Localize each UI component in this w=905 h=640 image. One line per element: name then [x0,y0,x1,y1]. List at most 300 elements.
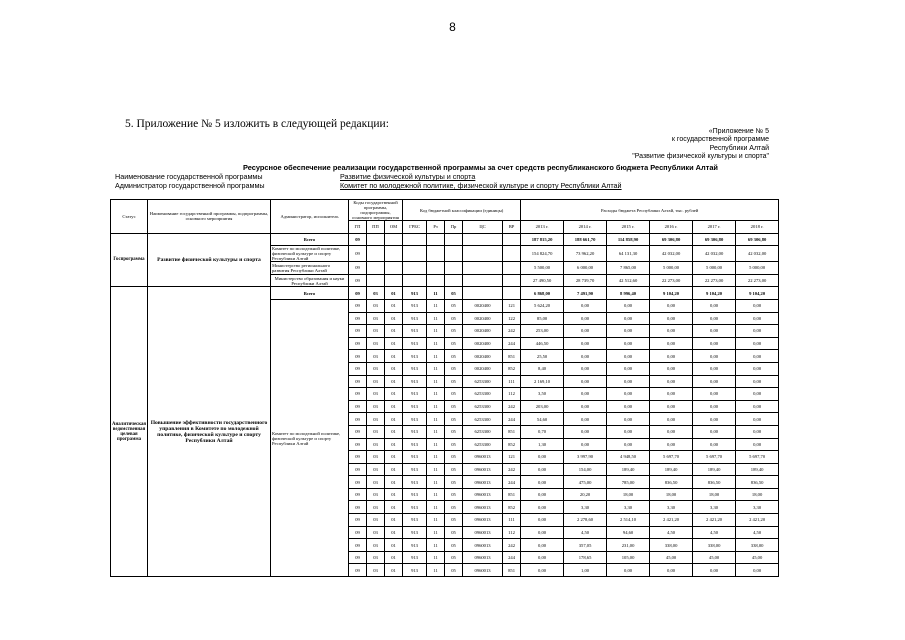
code-cell: 913 [403,425,427,438]
code-cell [367,246,385,262]
value-cell: 0,00 [693,337,736,350]
code-cell: 913 [403,287,427,300]
value-cell: 0,00 [607,299,650,312]
value-cell: 5 500,00 [521,262,564,275]
program-name-cell: Повышение эффективности государственного управления в Комитете по молодежной политике, физической культуре и спорту Республики Алтай [148,287,271,577]
value-cell: 0,00 [693,312,736,325]
value-cell: 0,00 [736,350,779,363]
code-cell: 242 [503,325,521,338]
code-cell [463,287,503,300]
code-cell: 09 [349,350,367,363]
header-sub: ВР [503,221,521,234]
value-cell: 0,00 [650,312,693,325]
code-cell: 851 [503,425,521,438]
code-cell: 913 [403,337,427,350]
code-cell: 0020400 [463,337,503,350]
code-cell: 09 [349,337,367,350]
code-cell: 11 [427,476,445,489]
value-cell: 22 273,00 [693,274,736,287]
value-cell: 0,00 [564,438,607,451]
value-cell: 42 032,00 [693,246,736,262]
table-row [111,233,779,246]
value-cell: 0,00 [607,375,650,388]
code-cell: 03 [367,564,385,577]
code-cell: 03 [367,551,385,564]
code-cell [385,262,403,275]
code-cell: 05 [445,337,463,350]
code-cell: 0020400 [463,362,503,375]
header-budget-group: Код бюджетной классификации (единицы) [403,200,521,221]
value-cell: 9 104,20 [693,287,736,300]
value-cell: 0,00 [693,299,736,312]
code-cell: 03 [367,514,385,527]
code-cell: 09 [349,539,367,552]
value-cell: 54,60 [521,413,564,426]
value-cell: 154,00 [564,463,607,476]
code-cell: 913 [403,375,427,388]
code-cell: 11 [427,425,445,438]
code-cell: 11 [427,413,445,426]
value-cell: 0,00 [607,362,650,375]
code-cell: 01 [385,476,403,489]
code-cell [445,262,463,275]
code-cell: 03 [367,375,385,388]
code-cell: 913 [403,388,427,401]
code-cell: 01 [385,312,403,325]
code-cell: 0020400 [463,325,503,338]
value-cell: 3,50 [521,388,564,401]
value-cell: 94,60 [607,526,650,539]
admin-cell: Комитет по молодежной политике, физической культуре и спорту Республики Алтай [271,299,349,576]
code-cell: 01 [385,451,403,464]
value-cell: 0,00 [521,539,564,552]
status-cell: Госпрограмма [111,233,148,287]
code-cell: 05 [445,501,463,514]
code-cell: 11 [427,463,445,476]
code-cell: 03 [367,501,385,514]
value-cell: 4,50 [650,526,693,539]
code-cell [427,262,445,275]
code-cell: 244 [503,476,521,489]
code-cell: 6253300 [463,400,503,413]
value-cell: 18,00 [607,488,650,501]
value-cell: 189,40 [650,463,693,476]
value-cell: 22 273,00 [736,274,779,287]
code-cell: 03 [367,325,385,338]
value-cell: 6 000,00 [564,262,607,275]
value-cell: 0,00 [564,299,607,312]
code-cell: 0020400 [463,350,503,363]
appendix-line: к государственной программе [671,136,769,144]
header-year: 2018 г. [736,221,779,234]
value-cell: 5 000,00 [650,262,693,275]
code-cell: 09 [349,325,367,338]
code-cell [463,233,503,246]
code-cell: 244 [503,551,521,564]
code-cell: 05 [445,526,463,539]
value-cell: 3 997,90 [564,451,607,464]
code-cell: 0960013 [463,488,503,501]
code-cell [367,274,385,287]
code-cell: 11 [427,514,445,527]
value-cell: 4,50 [736,526,779,539]
code-cell: 09 [349,551,367,564]
code-cell [445,233,463,246]
code-cell: 05 [445,488,463,501]
code-cell: 11 [427,362,445,375]
value-cell: 9 104,20 [736,287,779,300]
code-cell: 851 [503,564,521,577]
value-cell: 3,30 [693,501,736,514]
code-cell [367,233,385,246]
header-status: Статус [111,200,148,234]
code-cell: 852 [503,501,521,514]
value-cell: 0,00 [693,564,736,577]
value-cell: 6 868,00 [521,287,564,300]
code-cell: 913 [403,501,427,514]
code-cell: 01 [385,400,403,413]
code-cell: 121 [503,299,521,312]
code-cell: 09 [349,564,367,577]
header-sub: Рз [427,221,445,234]
value-cell: 0,00 [521,526,564,539]
code-cell: 913 [403,362,427,375]
value-cell: 2 514,10 [607,514,650,527]
value-cell: 5 697,70 [650,451,693,464]
code-cell: 0020400 [463,312,503,325]
code-cell [463,274,503,287]
code-cell: 913 [403,400,427,413]
value-cell: 446,50 [521,337,564,350]
value-cell: 0,00 [564,425,607,438]
code-cell: 09 [349,501,367,514]
code-cell: 6253300 [463,425,503,438]
code-cell: 11 [427,312,445,325]
value-cell: 0,00 [650,350,693,363]
value-cell: 2 169,10 [521,375,564,388]
code-cell: 09 [349,362,367,375]
value-cell: 45,00 [736,551,779,564]
value-cell: 3,30 [607,501,650,514]
code-cell: 01 [385,362,403,375]
value-cell: 27 490,50 [521,274,564,287]
code-cell: 01 [385,501,403,514]
value-cell: 0,00 [521,476,564,489]
code-cell: 11 [427,438,445,451]
header-year: 2014 г. [564,221,607,234]
code-cell [403,274,427,287]
value-cell: 0,00 [736,362,779,375]
vsego-label: Всего [271,233,349,246]
code-cell: 01 [385,325,403,338]
code-cell: 11 [427,388,445,401]
code-cell: 0960013 [463,463,503,476]
value-cell: 0,00 [650,400,693,413]
value-cell: 475,00 [564,476,607,489]
code-cell: 11 [427,539,445,552]
vsego-label: Всего [271,287,349,300]
value-cell: 0,00 [564,325,607,338]
value-cell: 231,00 [607,539,650,552]
code-cell: 01 [385,514,403,527]
code-cell: 03 [367,287,385,300]
value-cell: 42 032,00 [650,246,693,262]
value-cell: 0,00 [693,425,736,438]
value-cell: 18,00 [736,488,779,501]
code-cell: 242 [503,400,521,413]
code-cell: 913 [403,325,427,338]
value-cell: 7 865,00 [607,262,650,275]
code-cell: 09 [349,388,367,401]
value-cell: 22 273,00 [650,274,693,287]
code-cell: 913 [403,564,427,577]
value-cell: 0,00 [607,438,650,451]
header-year: 2016 г. [650,221,693,234]
code-cell [427,233,445,246]
value-cell: 0,00 [736,325,779,338]
code-cell: 01 [385,551,403,564]
code-cell: 11 [427,488,445,501]
appendix-block [569,128,769,162]
code-cell: 913 [403,312,427,325]
code-cell: 03 [367,476,385,489]
code-cell [427,274,445,287]
code-cell [503,274,521,287]
code-cell [367,262,385,275]
code-cell: 05 [445,299,463,312]
value-cell: 188 661,70 [564,233,607,246]
value-cell: 0,00 [564,400,607,413]
code-cell: 242 [503,539,521,552]
code-cell: 6253300 [463,438,503,451]
admin-label: Администратор государственной программы [115,181,265,190]
code-cell: 0960013 [463,451,503,464]
value-cell: 338,00 [693,539,736,552]
value-cell: 85,00 [521,312,564,325]
code-cell: 09 [349,233,367,246]
code-cell: 09 [349,438,367,451]
code-cell: 03 [367,438,385,451]
code-cell [503,262,521,275]
code-cell: 111 [503,375,521,388]
value-cell: 0,00 [736,388,779,401]
code-cell: 03 [367,413,385,426]
code-cell: 01 [385,425,403,438]
code-cell: 05 [445,388,463,401]
code-cell: 11 [427,337,445,350]
code-cell: 01 [385,564,403,577]
code-cell [385,233,403,246]
resource-table [110,199,779,577]
value-cell: 0,00 [564,312,607,325]
value-cell: 0,00 [693,350,736,363]
code-cell: 244 [503,337,521,350]
admin-cell: Министерство образования и науки Республики Алтай [271,274,349,287]
code-cell: 05 [445,438,463,451]
code-cell: 11 [427,501,445,514]
value-cell: 0,00 [736,425,779,438]
code-cell [385,274,403,287]
code-cell [403,233,427,246]
header-year: 2015 г. [607,221,650,234]
value-cell: 0,00 [650,438,693,451]
code-cell: 03 [367,488,385,501]
value-cell: 7 491,90 [564,287,607,300]
code-cell: 913 [403,514,427,527]
header-sub: ОМ [385,221,403,234]
code-cell: 05 [445,539,463,552]
value-cell: 0,00 [564,350,607,363]
value-cell: 0,00 [521,451,564,464]
value-cell: 0,00 [564,413,607,426]
value-cell: 0,00 [736,375,779,388]
value-cell: 2 421,20 [736,514,779,527]
code-cell: 05 [445,287,463,300]
code-cell: 913 [403,451,427,464]
code-cell: 122 [503,312,521,325]
code-cell: 11 [427,375,445,388]
code-cell: 03 [367,539,385,552]
code-cell [385,246,403,262]
value-cell: 0,00 [521,551,564,564]
code-cell: 03 [367,350,385,363]
code-cell: 913 [403,476,427,489]
value-cell: 20,20 [564,488,607,501]
code-cell: 05 [445,400,463,413]
value-cell: 42 032,00 [736,246,779,262]
code-cell: 852 [503,362,521,375]
value-cell: 69 306,80 [693,233,736,246]
code-cell: 11 [427,287,445,300]
value-cell: 0,00 [693,388,736,401]
code-cell: 0960013 [463,514,503,527]
value-cell: 178,65 [564,551,607,564]
code-cell: 111 [503,514,521,527]
value-cell: 4,50 [693,526,736,539]
code-cell: 03 [367,526,385,539]
intro-text: 5. Приложение № 5 изложить в следующей редакции: [125,118,389,130]
value-cell: 154 824,70 [521,246,564,262]
code-cell: 01 [385,299,403,312]
code-cell: 05 [445,463,463,476]
header-sub: ПП [367,221,385,234]
code-cell: 09 [349,375,367,388]
code-cell: 6253300 [463,413,503,426]
code-cell: 01 [385,438,403,451]
code-cell [445,246,463,262]
code-cell: 244 [503,413,521,426]
resource-title: Ресурсное обеспечение реализации государственной программы за счет средств республиканского бюджета Республики Алтай [243,163,718,172]
code-cell: 05 [445,514,463,527]
code-cell: 6253300 [463,375,503,388]
value-cell: 0,00 [736,299,779,312]
code-cell: 05 [445,325,463,338]
code-cell: 09 [349,299,367,312]
value-cell: 0,00 [650,325,693,338]
code-cell: 03 [367,362,385,375]
value-cell: 4 948,50 [607,451,650,464]
value-cell: 0,00 [650,425,693,438]
value-cell: 357,05 [564,539,607,552]
value-cell: 25,50 [521,350,564,363]
value-cell: 9 104,20 [650,287,693,300]
admin-cell: Комитет по молодежной политике, физической культуре и спорту Республики Алтай [271,246,349,262]
value-cell: 0,00 [693,362,736,375]
code-cell: 09 [349,287,367,300]
value-cell: 0,00 [607,312,650,325]
value-cell: 3,30 [564,501,607,514]
value-cell: 73 962,20 [564,246,607,262]
code-cell: 0960013 [463,526,503,539]
value-cell: 2 421,20 [693,514,736,527]
code-cell: 6253300 [463,388,503,401]
code-cell: 09 [349,476,367,489]
code-cell: 05 [445,375,463,388]
header-year: 2017 г. [693,221,736,234]
value-cell: 0,00 [521,488,564,501]
code-cell: 09 [349,488,367,501]
value-cell: 0,70 [521,425,564,438]
value-cell: 0,00 [521,514,564,527]
appendix-line: Республики Алтай [709,144,769,152]
value-cell: 189,40 [607,463,650,476]
code-cell: 09 [349,413,367,426]
code-cell: 913 [403,438,427,451]
code-cell: 01 [385,287,403,300]
code-cell: 913 [403,463,427,476]
value-cell: 0,00 [564,375,607,388]
value-cell: 0,00 [607,388,650,401]
code-cell: 09 [349,463,367,476]
code-cell: 11 [427,526,445,539]
code-cell [403,262,427,275]
code-cell: 09 [349,274,367,287]
code-cell: 0960013 [463,476,503,489]
value-cell: 0,00 [693,438,736,451]
code-cell: 05 [445,413,463,426]
value-cell: 5 697,70 [693,451,736,464]
header-name: Наименование государственной программы, подпрограммы, основного мероприятия [148,200,271,234]
code-cell: 913 [403,488,427,501]
code-cell: 851 [503,350,521,363]
value-cell: 45,00 [650,551,693,564]
page-number: 8 [449,20,456,34]
admin-value: Комитет по молодежной политике, физической культуре и спорту Республики Алтай [340,181,622,190]
header-sub: ГП [349,221,367,234]
code-cell: 05 [445,362,463,375]
value-cell: 203,00 [521,400,564,413]
value-cell: 0,00 [650,337,693,350]
code-cell: 0020400 [463,299,503,312]
value-cell: 0,00 [693,400,736,413]
table-row [111,287,779,300]
value-cell: 18,00 [693,488,736,501]
value-cell: 0,00 [607,350,650,363]
code-cell: 913 [403,413,427,426]
value-cell: 0,00 [521,463,564,476]
value-cell: 0,00 [736,413,779,426]
value-cell: 189,40 [736,463,779,476]
value-cell: 3,30 [736,501,779,514]
code-cell: 913 [403,299,427,312]
appendix-line: «Приложение № 5 [708,128,769,135]
code-cell: 03 [367,312,385,325]
value-cell: 4,50 [564,526,607,539]
value-cell: 42 512,60 [607,274,650,287]
code-cell: 0960013 [463,501,503,514]
code-cell [463,246,503,262]
value-cell: 28 739,70 [564,274,607,287]
